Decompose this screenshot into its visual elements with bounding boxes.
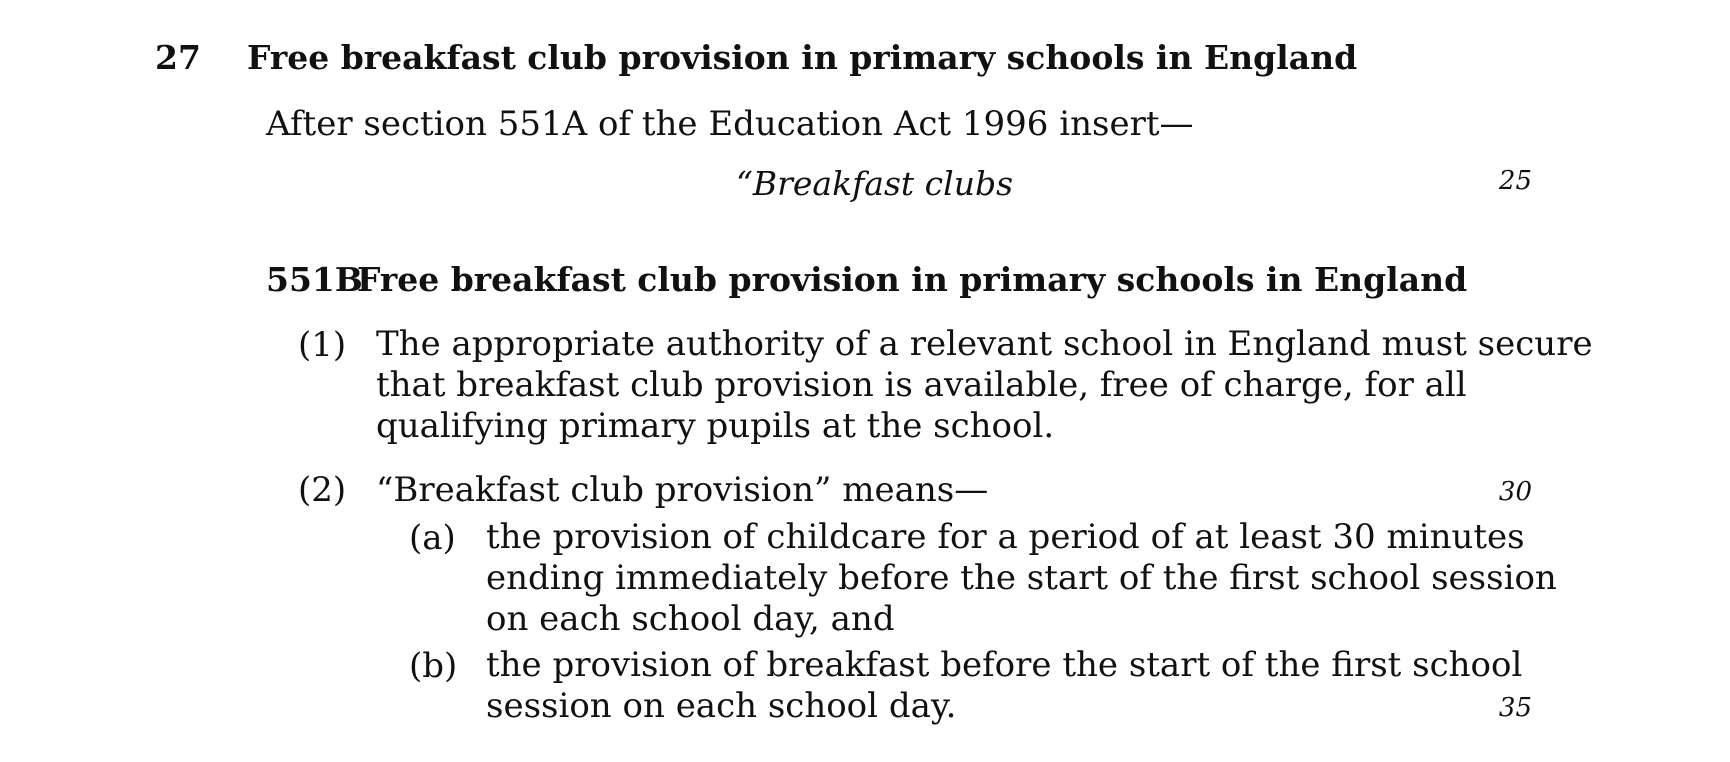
section-intro: After section 551A of the Education Act 1996 insert— xyxy=(266,104,1194,144)
paragraph-a-text xyxy=(486,517,1557,640)
subsection-1-line: that breakfast club provision is available, free of charge, for all xyxy=(376,365,1467,405)
line-number-30: 30 xyxy=(1498,477,1532,507)
subsection-1-line: qualifying primary pupils at the school. xyxy=(376,406,1055,446)
cross-heading: “Breakfast clubs xyxy=(736,164,1014,203)
line-number-35: 35 xyxy=(1498,693,1532,723)
inserted-section-number: 551B xyxy=(266,260,363,299)
inserted-section-title: Free breakfast club provision in primary schools in England xyxy=(357,260,1468,299)
section-number: 27 xyxy=(155,38,201,77)
subsection-2-label: (2) xyxy=(298,470,347,510)
paragraph-b-line: the provision of breakfast before the start of the first school xyxy=(486,645,1523,685)
paragraph-a-label: (a) xyxy=(409,518,456,558)
paragraph-b-line: session on each school day. xyxy=(486,686,957,726)
subsection-1-label: (1) xyxy=(298,325,347,365)
paragraph-a-line: ending immediately before the start of the first school session xyxy=(486,558,1557,598)
subsection-1-text xyxy=(376,324,1593,447)
subsection-1-line: The appropriate authority of a relevant school in England must secure xyxy=(376,324,1593,364)
paragraph-a-line: the provision of childcare for a period of at least 30 minutes xyxy=(486,517,1525,557)
subsection-2-text: “Breakfast club provision” means— xyxy=(376,470,989,510)
line-number-25: 25 xyxy=(1498,166,1532,196)
section-title: Free breakfast club provision in primary schools in England xyxy=(247,38,1358,77)
paragraph-a-line: on each school day, and xyxy=(486,599,895,639)
paragraph-b-label: (b) xyxy=(409,646,458,686)
